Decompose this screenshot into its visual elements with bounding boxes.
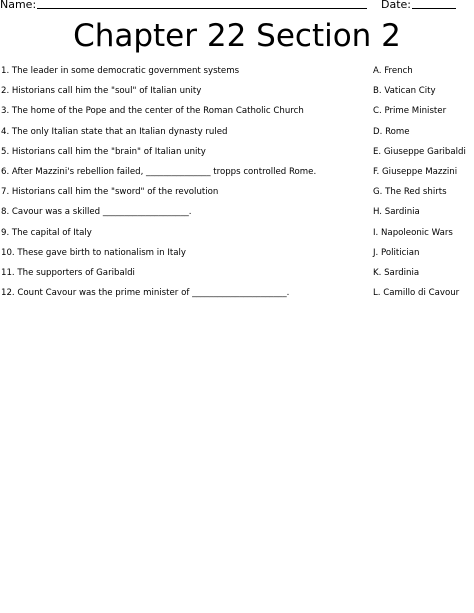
matching-row: [0, 144, 474, 164]
answer-option: K. Sardinia: [373, 267, 420, 278]
matching-row: [0, 124, 474, 144]
question-text: 4. The only Italian state that an Italian dynasty ruled: [1, 126, 228, 137]
answer-option: D. Rome: [373, 126, 410, 137]
question-text: 3. The home of the Pope and the center of the Roman Catholic Church: [1, 106, 304, 117]
date-label: Date:: [381, 0, 411, 11]
answer-option: I. Napoleonic Wars: [373, 227, 453, 238]
page-title: Chapter 22 Section 2: [73, 18, 401, 54]
question-text: 12. Count Cavour was the prime minister of ______________________.: [1, 288, 290, 299]
question-text: 1. The leader in some democratic government systems: [1, 66, 240, 76]
matching-row: [0, 204, 474, 224]
matching-row: [0, 245, 474, 265]
matching-row: [0, 265, 474, 285]
answer-option: G. The Red shirts: [373, 187, 447, 198]
matching-list: [0, 63, 474, 305]
answer-option: B. Vatican City: [373, 86, 436, 97]
answer-option: C. Prime Minister: [373, 106, 447, 117]
question-text: 11. The supporters of Garibaldi: [1, 267, 135, 278]
question-text: 7. Historians call him the "sword" of the revolution: [1, 187, 219, 198]
question-text: 6. After Mazzini's rebellion failed, _______________ tropps controlled Rome.: [1, 166, 317, 177]
answer-option: J. Politician: [373, 247, 420, 258]
answer-option: F. Giuseppe Mazzini: [373, 166, 458, 177]
question-text: 8. Cavour was a skilled ____________________.: [1, 207, 192, 218]
date-blank-line: [412, 8, 456, 9]
matching-row: [0, 63, 474, 83]
matching-row: [0, 164, 474, 184]
answer-option: E. Giuseppe Garibaldi: [373, 146, 466, 157]
matching-row: [0, 184, 474, 204]
question-text: 10. These gave birth to nationalism in Italy: [1, 247, 186, 258]
matching-row: [0, 225, 474, 245]
worksheet-header: [0, 0, 474, 13]
question-text: 9. The capital of Italy: [1, 227, 92, 238]
answer-option: A. French: [373, 66, 413, 76]
answer-option: H. Sardinia: [373, 207, 420, 218]
name-label: Name:: [0, 0, 37, 11]
matching-row: [0, 103, 474, 123]
matching-row: [0, 83, 474, 103]
matching-row: [0, 285, 474, 305]
name-blank-line: [37, 8, 367, 9]
question-text: 2. Historians call him the "soul" of Italian unity: [1, 86, 202, 97]
question-text: 5. Historians call him the "brain" of Italian unity: [1, 146, 206, 157]
answer-option: L. Camillo di Cavour: [373, 288, 460, 299]
